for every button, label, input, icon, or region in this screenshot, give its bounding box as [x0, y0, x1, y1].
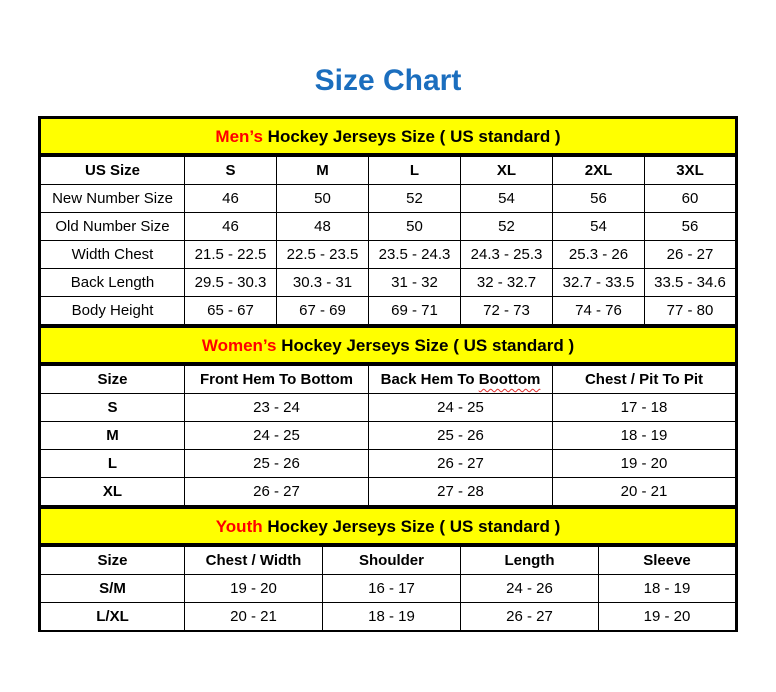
cell-value: 27 - 28	[369, 478, 553, 506]
cell-value: 46	[185, 185, 277, 213]
column-header: L	[369, 157, 461, 185]
column-header: Size	[40, 547, 185, 575]
table-row	[40, 603, 737, 631]
row-label: XL	[40, 478, 185, 506]
cell-value: 60	[645, 185, 737, 213]
cell-value: 18 - 19	[599, 575, 737, 603]
table-row	[40, 213, 737, 241]
table-row	[40, 269, 737, 297]
cell-value: 26 - 27	[461, 603, 599, 631]
cell-value: 20 - 21	[185, 603, 323, 631]
cell-value: 32.7 - 33.5	[553, 269, 645, 297]
column-header: US Size	[40, 157, 185, 185]
column-header: 2XL	[553, 157, 645, 185]
cell-value: 21.5 - 22.5	[185, 241, 277, 269]
row-label: S/M	[40, 575, 185, 603]
row-label: Width Chest	[40, 241, 185, 269]
cell-value: 48	[277, 213, 369, 241]
page-title: Size Chart	[314, 64, 462, 97]
column-header: Back Hem To Boottom	[369, 366, 553, 394]
cell-value: 16 - 17	[323, 575, 461, 603]
section-header-mens-highlight: Men’s	[215, 127, 263, 146]
column-header: Front Hem To Bottom	[185, 366, 369, 394]
row-label: S	[40, 394, 185, 422]
mens-size-table	[38, 156, 738, 325]
cell-value: 46	[185, 213, 277, 241]
column-header: Chest / Pit To Pit	[553, 366, 737, 394]
cell-value: 17 - 18	[553, 394, 737, 422]
cell-value: 50	[369, 213, 461, 241]
header-row	[40, 157, 737, 185]
column-header: S	[185, 157, 277, 185]
cell-value: 67 - 69	[277, 297, 369, 325]
cell-value: 56	[553, 185, 645, 213]
cell-value: 74 - 76	[553, 297, 645, 325]
table-row	[40, 297, 737, 325]
cell-value: 69 - 71	[369, 297, 461, 325]
cell-value: 26 - 27	[645, 241, 737, 269]
row-label: Body Height	[40, 297, 185, 325]
section-header-youth-rest: Hockey Jerseys Size ( US standard )	[262, 517, 561, 536]
cell-value: 33.5 - 34.6	[645, 269, 737, 297]
column-header: 3XL	[645, 157, 737, 185]
cell-value: 19 - 20	[599, 603, 737, 631]
cell-value: 18 - 19	[323, 603, 461, 631]
table-row	[40, 478, 737, 506]
column-header: Chest / Width	[185, 547, 323, 575]
cell-value: 52	[369, 185, 461, 213]
cell-value: 50	[277, 185, 369, 213]
cell-value: 25 - 26	[369, 422, 553, 450]
womens-size-table	[38, 365, 738, 506]
section-header-womens	[38, 325, 738, 365]
cell-value: 24 - 26	[461, 575, 599, 603]
table-row	[40, 450, 737, 478]
table-row	[40, 575, 737, 603]
cell-value: 18 - 19	[553, 422, 737, 450]
cell-value: 19 - 20	[185, 575, 323, 603]
section-header-youth	[38, 506, 738, 546]
cell-value: 54	[553, 213, 645, 241]
cell-value: 52	[461, 213, 553, 241]
header-row	[40, 547, 737, 575]
row-label: L/XL	[40, 603, 185, 631]
column-header: Sleeve	[599, 547, 737, 575]
cell-value: 77 - 80	[645, 297, 737, 325]
cell-value: 54	[461, 185, 553, 213]
cell-value: 32 - 32.7	[461, 269, 553, 297]
cell-value: 65 - 67	[185, 297, 277, 325]
cell-value: 25 - 26	[185, 450, 369, 478]
row-label: L	[40, 450, 185, 478]
misspelled-word: Boottom	[478, 371, 541, 388]
row-label: Back Length	[40, 269, 185, 297]
cell-value: 29.5 - 30.3	[185, 269, 277, 297]
cell-value: 19 - 20	[553, 450, 737, 478]
column-header: Shoulder	[323, 547, 461, 575]
cell-value: 31 - 32	[369, 269, 461, 297]
section-header-womens-rest: Hockey Jerseys Size ( US standard )	[276, 336, 575, 355]
cell-value: 22.5 - 23.5	[277, 241, 369, 269]
section-header-youth-highlight: Youth	[215, 517, 263, 536]
table-row	[40, 241, 737, 269]
column-header: Size	[40, 366, 185, 394]
row-label: M	[40, 422, 185, 450]
table-row	[40, 394, 737, 422]
row-label: New Number Size	[40, 185, 185, 213]
cell-value: 56	[645, 213, 737, 241]
cell-value: 24.3 - 25.3	[461, 241, 553, 269]
section-header-womens-highlight: Women’s	[201, 336, 277, 355]
size-chart-tables	[38, 116, 738, 632]
youth-size-table	[38, 546, 738, 632]
cell-value: 24 - 25	[369, 394, 553, 422]
table-row	[40, 185, 737, 213]
header-row	[40, 366, 737, 394]
cell-value: 24 - 25	[185, 422, 369, 450]
cell-value: 26 - 27	[185, 478, 369, 506]
cell-value: 23 - 24	[185, 394, 369, 422]
cell-value: 72 - 73	[461, 297, 553, 325]
column-header: M	[277, 157, 369, 185]
column-header: XL	[461, 157, 553, 185]
cell-value: 26 - 27	[369, 450, 553, 478]
cell-value: 30.3 - 31	[277, 269, 369, 297]
row-label: Old Number Size	[40, 213, 185, 241]
cell-value: 23.5 - 24.3	[369, 241, 461, 269]
cell-value: 25.3 - 26	[553, 241, 645, 269]
cell-value: 20 - 21	[553, 478, 737, 506]
column-header: Length	[461, 547, 599, 575]
section-header-mens-rest: Hockey Jerseys Size ( US standard )	[262, 127, 561, 146]
section-header-mens	[38, 116, 738, 156]
table-row	[40, 422, 737, 450]
